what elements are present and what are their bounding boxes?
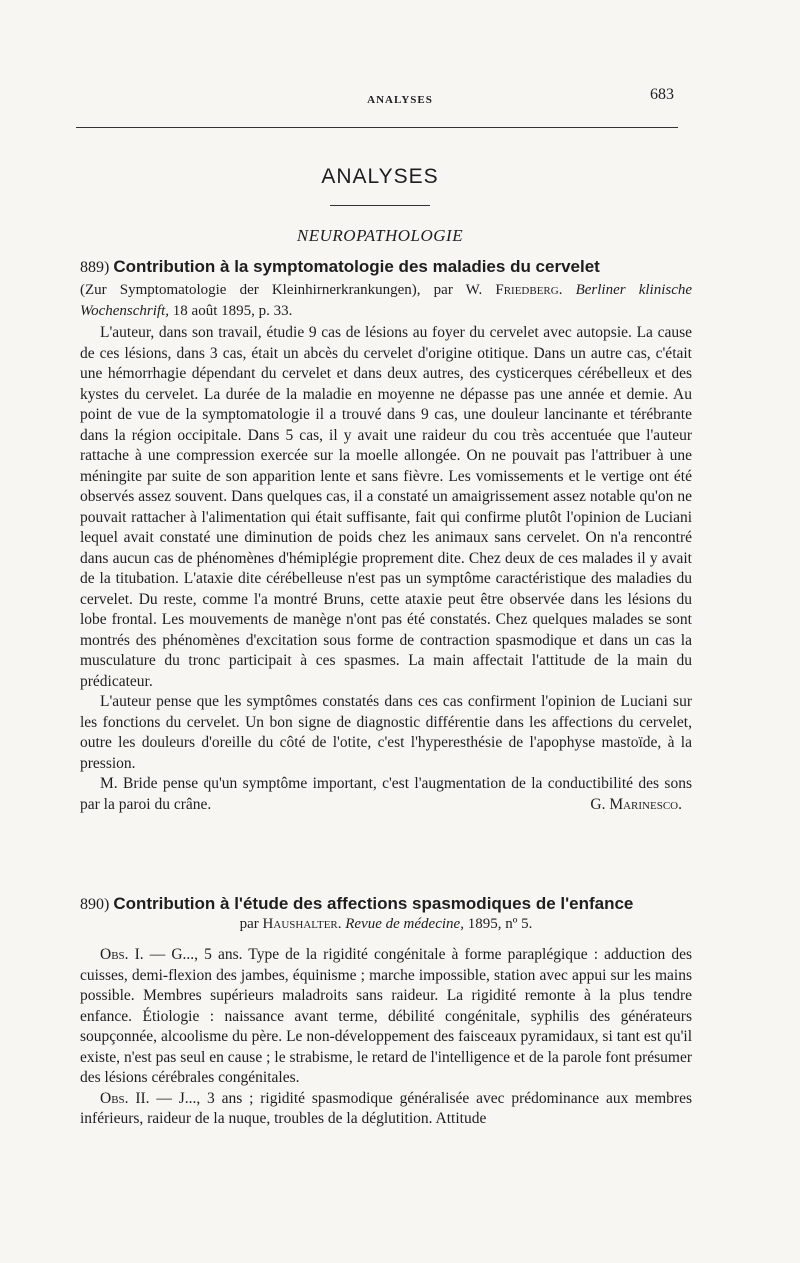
obs-1-text: — G..., 5 ans. Type de la rigidité congénitale à forme paraplégique : adduction des cuisses, demi-flexion des jambes, équinisme ; marche impossible, station avec appui sur les mains possible. Membres supérieurs maladroits sans raideur. La rigidité remonte à la plus tendre enfance. Étiologie : naissance avant terme, débilité congénitale, syphilis des générateurs soupçonnée, alcoolisme du père. Le non-développement des faisceaux pyramidaux, si tant est qu'il existe, n'est pas seul en cause ; le strabisme, le retard de l'intelligence et de la parole font présumer des lésions cérébrales congénitales. xyxy=(80,946,693,1086)
entry-889-reference xyxy=(80,280,692,322)
entry-890-observation-2 xyxy=(80,1089,692,1130)
entry-889-ref-journal: Berliner klinische Wochenschrift, xyxy=(80,282,693,319)
obs-2-text: — J..., 3 ans ; rigidité spasmodique généralisée avec prédominance aux membres inférieurs, raideur de la nuque, troubles de la déglutition. Attitude xyxy=(80,1089,692,1127)
entry-889-ref-german: (Zur Symptomatologie der Kleinhirnerkrankungen), par W. xyxy=(80,282,483,298)
entry-889-paragraph-2: L'auteur pense que les symptômes constatés dans ces cas confirment l'opinion de Luciani sur les fonctions du cervelet. Un bon signe de diagnostic différentie dans les affections du cervelet, outre les douleurs d'oreille du côté de l'otite, c'est l'hyperesthésie de l'apophyse mastoïde, à la pression. xyxy=(80,693,692,772)
entry-889-heading xyxy=(80,256,692,278)
page-number: 683 xyxy=(650,86,674,103)
entry-890-ref-author: Haushalter. xyxy=(262,916,342,932)
entry-890-number: 890) xyxy=(80,896,110,913)
entry-889-paragraph-1: L'auteur, dans son travail, étudie 9 cas de lésions au foyer du cervelet avec autopsie. La cause de ces lésions, dans 3 cas, était un abcès du cervelet d'origine otitique. Dans un autre cas, c'était une hémorrhagie dépendant du cervelet et dans deux autres, des cysticerques cérébelleux et des kystes du cervelet. La durée de la maladie en moyenne ne dépasse pas une année et demie. Au point de vue de la symptomatologie il a trouvé dans 9 cas, une douleur lancinante et térébrante dans la région occipitale. Dans 5 cas, il y avait une raideur du cou très accentuée que l'auteur rattache à une compression exercée sur la moelle allongée. On ne pouvait pas l'attribuer à une méningite par suite de son apparition lente et sans fièvre. Les vomissements et le vertige ont été observés assez souvent. Dans quelques cas, il a constaté un amaigrissement assez notable qu'on ne pouvait rattacher à l'alimentation qui était suffisante, fait qui confirme plutôt l'opinion de Luciani lequel avait constaté une diminution de poids chez les animaux sans cervelet. On n'a rencontré dans aucun cas de phénomènes d'hémiplégie proprement dite. Chez deux de ces malades il y avait de la titubation. L'ataxie dite cérébelleuse n'est pas un symptôme caractéristique des maladies du cervelet. Du reste, comme l'a montré Bruns, cette ataxie peut être observée dans les lésions du lobe frontal. Les mouvements de manège n'ont pas été constatés. Chez quelques malades se sont montrés des phénomènes d'excitation sous forme de contraction spasmodique et dans un cas la musculature du tronc participait à ces spasmes. La main affectait l'attitude de la main du prédicateur. xyxy=(80,324,692,690)
entry-889-title: Contribution à la symptomatologie des maladies du cervelet xyxy=(113,257,600,276)
entry-890-ref-par: par xyxy=(239,916,259,932)
entry-889-ref-author: Friedberg. xyxy=(495,282,563,298)
entry-890-heading xyxy=(80,893,692,915)
entry-890-observation-1 xyxy=(80,945,692,1089)
obs-1-label: Obs. I. xyxy=(100,946,144,963)
entry-889-body xyxy=(80,323,692,815)
entry-890-title: Contribution à l'étude des affections spasmodiques de l'enfance xyxy=(113,894,634,913)
entry-889-signature: G. Marinesco. xyxy=(590,795,682,813)
section-rule xyxy=(330,205,430,206)
entry-890-ref-journal: Revue de médecine, xyxy=(345,916,464,932)
subsection-title: NEUROPATHOLOGIE xyxy=(296,226,464,245)
entry-889-paragraph-3: M. Bride pense qu'un symptôme important, c'est l'augmentation de la conductibilité des sons par la paroi du crâne. xyxy=(80,775,692,813)
obs-2-label: Obs. II. xyxy=(100,1089,150,1107)
entry-890-reference xyxy=(80,914,692,935)
entry-890-ref-date: 1895, nº 5. xyxy=(467,916,533,932)
section-title: ANALYSES xyxy=(321,165,439,188)
running-head: ANALYSES xyxy=(367,94,433,106)
entry-890-body xyxy=(80,945,692,1130)
entry-889-ref-date: 18 août 1895, p. 33. xyxy=(172,303,293,319)
entry-889-number: 889) xyxy=(80,259,110,276)
header-rule xyxy=(76,127,678,128)
